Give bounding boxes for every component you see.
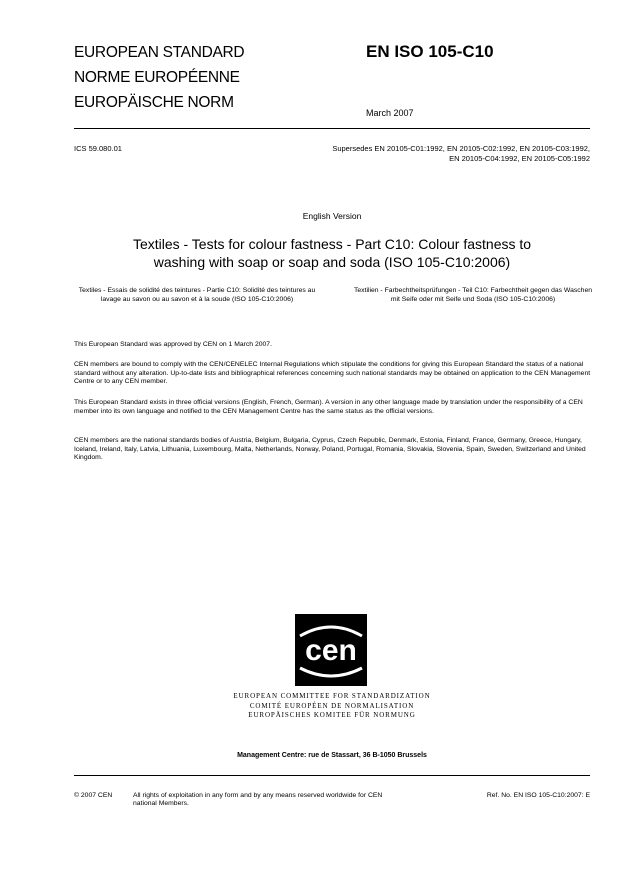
committee-names — [74, 692, 590, 721]
cen-logo — [295, 614, 367, 686]
supersedes-note: Supersedes EN 20105-C01:1992, EN 20105-C02:1992, EN 20105-C03:1992, EN 20105-C04:1992, EN 20105-C05:1992 — [332, 144, 590, 163]
versions-paragraph: This European Standard exists in three official versions (English, French, German). A version in any other language made by translation under the responsibility of a CEN member into its own language and notified to the CEN Management Centre has the same status as the official versions. — [74, 399, 583, 415]
ics-code: ICS 59.080.01 — [74, 144, 122, 153]
title-english: EUROPEAN STANDARD — [74, 44, 245, 61]
version-label: English Version — [302, 211, 362, 221]
committee-german: EUROPÄISCHES KOMITEE FÜR NORMUNG — [248, 711, 416, 719]
publication-date: March 2007 — [366, 108, 414, 118]
cen-logo-icon — [295, 614, 367, 686]
members-paragraph: CEN members are the national standards bodies of Austria, Belgium, Bulgaria, Cyprus, Czech Republic, Denmark, Estonia, Finland, France, Germany, Greece, Hungary, Iceland, Ireland, Italy, Latvia, Lithuania, Luxembourg, Malta, Netherlands, Norway, Poland, Portugal, Romania, Slovakia, Slovenia, Spain, Sweden, Switzerland and United Kingdom. — [74, 437, 586, 462]
approval-paragraph: This European Standard was approved by CEN on 1 March 2007. — [74, 341, 272, 348]
subtitle-french: Textiles - Essais de solidité des teintures - Partie C10: Solidité des teintures au lavage au savon ou au savon et à la soude (ISO 105-C10:2006) — [78, 287, 316, 303]
standard-type-titles — [74, 40, 244, 115]
compliance-paragraph: CEN members are bound to comply with the CEN/CENELEC Internal Regulations which stipulate the conditions for giving this European Standard the status of a national standard without any alteration. Up-to-date lists and bibliographical references concerning such national standards may be obtained on application to the CEN Management Centre or to any CEN member. — [74, 361, 591, 386]
management-centre-address: Management Centre: rue de Stassart, 36 B-1050 Brussels — [237, 752, 427, 759]
footer-divider — [74, 775, 590, 776]
document-title: Textiles - Tests for colour fastness - Part C10: Colour fastness to washing with soap or soap and soda (ISO 105-C10:2006) — [132, 236, 532, 270]
subtitle-german: Textilien - Farbechtheitsprüfungen - Teil C10: Farbechtheit gegen das Waschen mit Seife oder mit Seife und Soda (ISO 105-C10:2006) — [353, 287, 593, 303]
reference-number: Ref. No. EN ISO 105-C10:2007: E — [486, 792, 590, 799]
committee-english: EUROPEAN COMMITTEE FOR STANDARDIZATION — [233, 692, 431, 700]
header-divider — [74, 128, 590, 129]
rights-statement: All rights of exploitation in any form and by any means reserved worldwide for CEN national Members. — [133, 792, 383, 808]
committee-french: COMITÉ EUROPÉEN DE NORMALISATION — [249, 701, 415, 710]
cen-logo-text: cen — [305, 634, 357, 667]
title-german: EUROPÄISCHE NORM — [74, 94, 234, 111]
document-number: EN ISO 105-C10 — [366, 42, 494, 61]
copyright: © 2007 CEN — [74, 792, 113, 799]
title-french: NORME EUROPÉENNE — [74, 69, 240, 86]
